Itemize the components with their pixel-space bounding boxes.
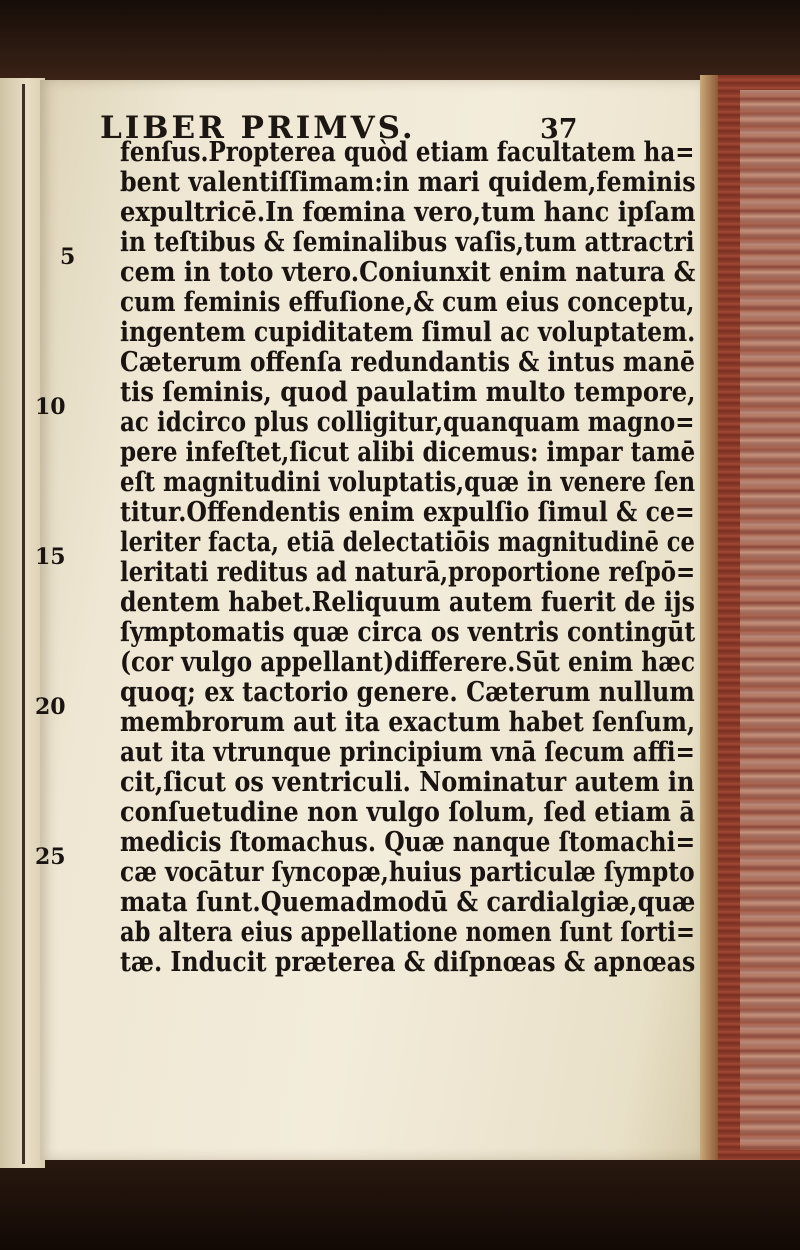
line-number-marker: 5	[60, 244, 76, 270]
text-line: tæ. Inducit præterea & diſpnœas & apnœas	[120, 947, 696, 978]
line-number-marker: 15	[35, 544, 66, 570]
line-number-marker: 20	[35, 694, 66, 720]
text-line: mata ſunt.Quemadmodū & cardialgiæ,quæ	[120, 887, 696, 918]
text-line: aut ita vtrunque principium vnā ſecum affi=	[120, 737, 695, 768]
text-line: cum feminis effuſione,& cum eius conceptu,	[120, 287, 695, 318]
text-line: dentem habet.Reliquum autem fuerit de ijs	[120, 587, 695, 618]
line-number-marker: 25	[35, 844, 66, 870]
text-line: ac idcirco plus colligitur,quanquam magno=	[120, 407, 695, 438]
text-line: cem in toto vtero.Coniunxit enim natura &	[120, 257, 696, 288]
text-line: leriter facta, etiā delectatiōis magnitudinē ce	[120, 527, 695, 558]
text-line: ſymptomatis quæ circa os ventris contingūt	[120, 617, 696, 648]
text-line: expultricē.In fœmina vero,tum hanc ipſam	[120, 197, 696, 228]
page-number: 37	[540, 114, 578, 145]
text-line: cæ vocātur ſyncopæ,huius particulæ ſympto	[120, 857, 695, 888]
text-line: quoq; ex tactorio genere. Cæterum nullum	[120, 677, 695, 708]
text-line: membrorum aut ita exactum habet ſenſum,	[120, 707, 696, 738]
text-line: ingentem cupiditatem ſimul ac voluptatem.	[120, 317, 696, 348]
text-line: in teſtibus & ſeminalibus vaſis,tum attractri	[120, 227, 695, 258]
text-line: medicis ſtomachus. Quæ nanque ſtomachi=	[120, 827, 696, 858]
running-title: LIBER PRIMVS.	[100, 110, 416, 146]
text-line: fenſus.Propterea quòd etiam facultatem ha=	[120, 137, 695, 168]
text-line: leritati reditus ad naturā,proportione reſpō=	[120, 557, 696, 588]
line-number-marker: 10	[35, 394, 66, 420]
text-line: eſt magnitudini voluptatis,quæ in venere ſen	[120, 467, 696, 498]
text-line: (cor vulgo appellant)differere.Sūt enim hæc	[120, 647, 696, 678]
text-line: conſuetudine non vulgo ſolum, ſed etiam ā	[120, 797, 695, 828]
text-line: cit,ſicut os ventriculi. Nominatur autem in	[120, 767, 695, 798]
text-line: tis ſeminis, quod paulatim multo tempore,	[120, 377, 696, 408]
text-line: titur.Offendentis enim expulſio ſimul & ce=	[120, 497, 695, 528]
text-line: Cæterum offenſa redundantis & intus manē	[120, 347, 695, 378]
text-line: bent valentiſſimam:in mari quidem,feminis	[120, 167, 696, 198]
text-line: pere infeſtet,ſicut alibi dicemus: impar tamē	[120, 437, 696, 468]
text-line: ab altera eius appellatione nomen ſunt ſorti=	[120, 917, 695, 948]
